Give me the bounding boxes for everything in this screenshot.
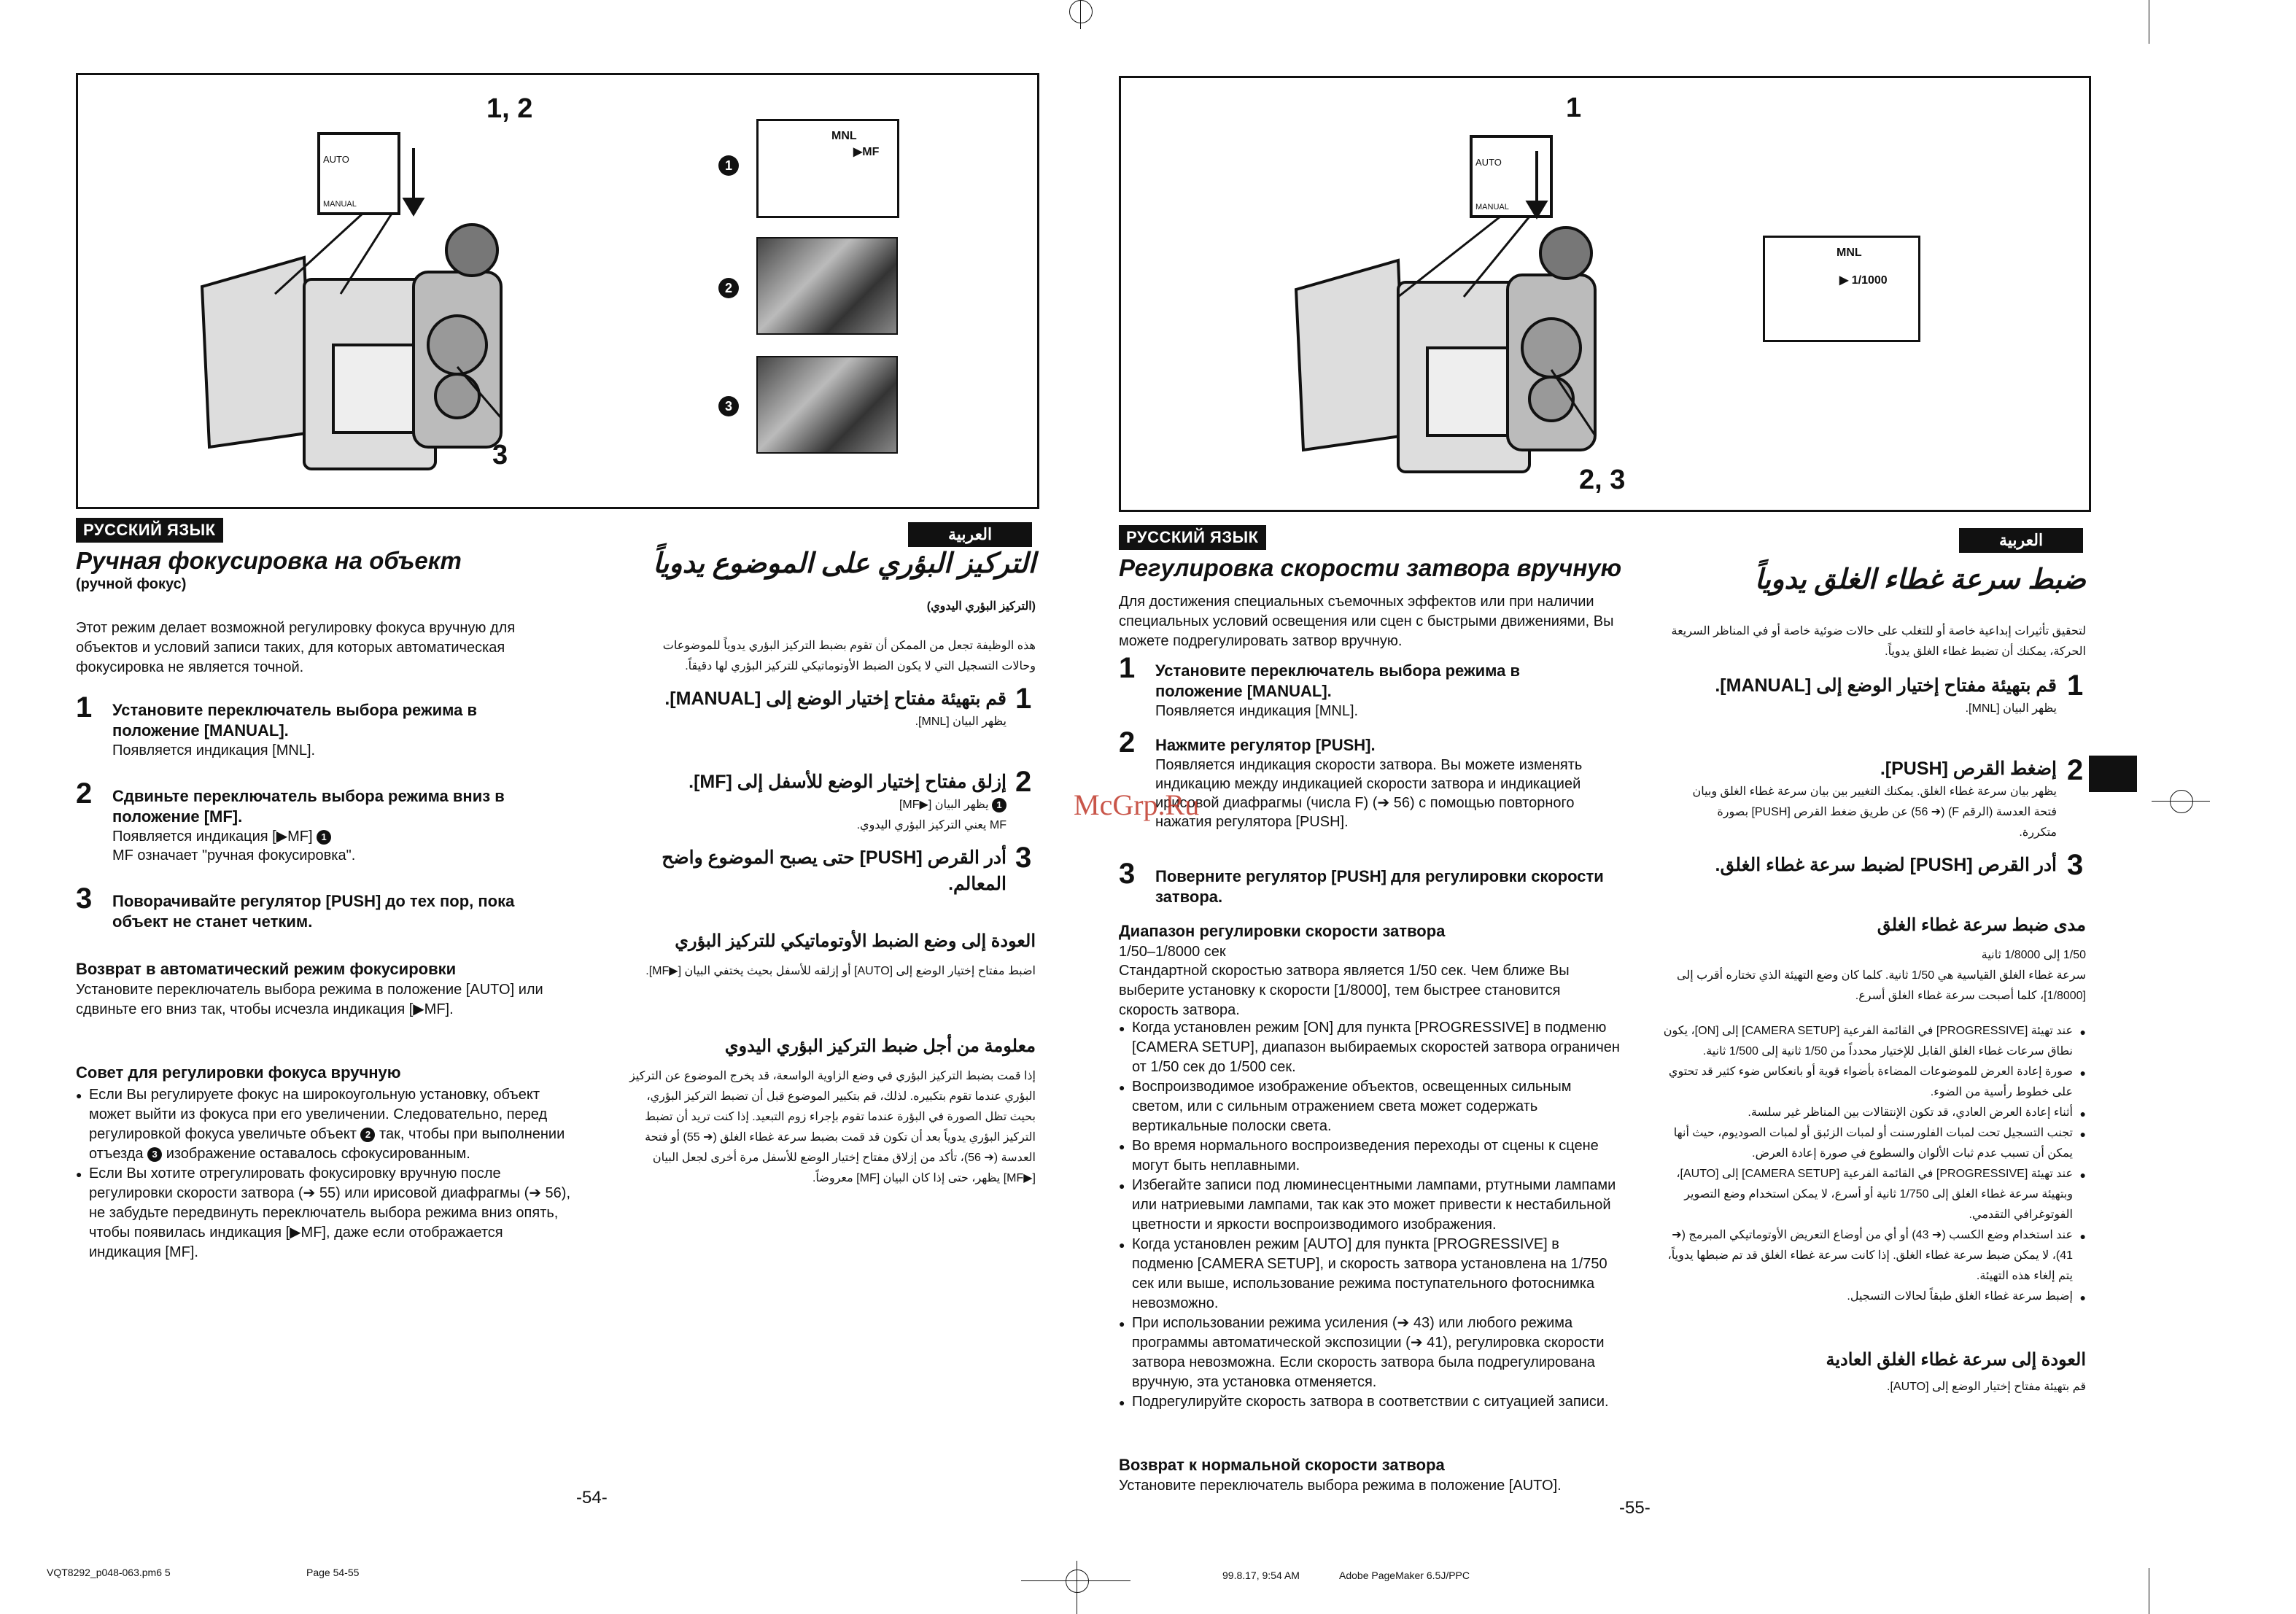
step-instruction: Нажмите регулятор [PUSH].	[1155, 736, 1376, 754]
step-instruction: Установите переключатель выбора режима в положение [MANUAL].	[1155, 661, 1520, 700]
step-instruction: أدر القرص [PUSH] حتى يصبح الموضوع واضح المعالم.	[662, 847, 1007, 894]
page-number-right: -55-	[1619, 1498, 1651, 1518]
list-item: ● عند استخدام وضع الكسب (➔ 43) أو أي من أوضاع التعريض الأوتوماتيكي المبرمج (➔ 41)، لا يمكن ضبط سرعة غطاء الغلق. إذا كانت سرعة غطاء الغلق قد تم ضبطها يدوياً، يتم إلغاء هذه التهيئة.	[1663, 1225, 2086, 1287]
step-1-ru	[1155, 661, 1607, 721]
notes-list-ar	[1663, 1021, 2086, 1307]
intro-ar: لتحقيق تأثيرات إبداعية خاصة أو للتغلب على حالات ضوئية خاصة أو في المناظر السريعة الحركة، يمكنك أن تضبط غطاء الغلق يدوياً.	[1671, 625, 2086, 658]
step-3-ru	[1155, 866, 1607, 907]
intro-ru: Этот режим делает возможной регулировку фокуса вручную для объектов и условий записи таких, для которых автоматическая фокусировка не является точной.	[76, 620, 516, 675]
step-note	[627, 795, 1007, 815]
figure-label-1-2: 1, 2	[486, 93, 533, 124]
camcorder-illustration	[195, 104, 574, 484]
step-1-ru	[112, 700, 565, 760]
step-2-ar	[1678, 756, 2057, 843]
list-item: ● تجنب التسجيل تحت لمبات الفلورسنت أو لمبات الزئبق أو لمبات الصوديوم، حيث أنها يمكن أن تسبب عدم ثبات الألوان والسطوع في صورة إعادة العرض.	[1663, 1123, 2086, 1164]
step-note: MF означает "ручная фокусировка".	[112, 847, 356, 864]
lang-tag-russian: РУССКИЙ ЯЗЫК	[76, 518, 223, 543]
list-item: ● Во время нормального воспроизведения переходы от сцены к сцене могут быть неплавными.	[1119, 1136, 1622, 1176]
mf-screen	[756, 119, 899, 218]
step-number: 3	[2067, 849, 2084, 881]
step-instruction: إزلق مفتاح إختيار الوضع للأسفل إلى [MF].	[689, 772, 1007, 792]
list-item: ● Избегайте записи под люминесцентными лампами, ртутными лампами или натриевыми лампами, так как это может привести к нестабильной цветности и яркости воспроизводимого изображения.	[1119, 1176, 1622, 1235]
step-note	[112, 827, 565, 846]
step-number: 2	[76, 777, 93, 810]
list-item: ● Если Вы хотите отрегулировать фокусировку вручную после регулировки скорости затвора (➔ 55) или ирисовой диафрагмы (➔ 56), не забудьте передвинуть переключатель выбора режима вниз опять, чтобы появилась индикация [▶MF], даже если отображается индикация [MF].	[76, 1164, 572, 1262]
right-figure-frame	[1119, 76, 2091, 512]
list-item: ● Когда установлен режим [AUTO] для пункта [PROGRESSIVE] в подменю [CAMERA SETUP], и скорость затвора установлена на 1/750 сек или выше, использование режима поступательного фотоснимка невозможно.	[1119, 1235, 1622, 1314]
list-item: ● При использовании режима усиления (➔ 43) или любого режима программы автоматической экспозиции (➔ 41), регулировка скорости затвора невозможна. Если скорость затвора была подрегулирована вручную, эта установка отменяется.	[1119, 1314, 1622, 1392]
step-note: MF يعني التركيز البؤري اليدوي.	[856, 819, 1007, 831]
list-item: ● أثناء إعادة العرض العادي، قد تكون الإنتقالات بين المناظر غير سلسة.	[1663, 1103, 2086, 1123]
circle-2: 2	[718, 278, 739, 298]
left-figure-frame	[76, 73, 1039, 509]
return-heading-ar: العودة إلى سرعة غطاء الغلق العادية	[1826, 1350, 2086, 1370]
notes-list-ru	[1119, 1018, 1622, 1412]
tip-heading-ru: Совет для регулировки фокуса вручную	[76, 1063, 401, 1082]
page-subtitle-ar: (التركيز البؤري اليدوي)	[926, 600, 1036, 613]
range-value-ru: 1/50–1/8000 сек	[1119, 944, 1226, 960]
side-tab-marker	[2089, 756, 2137, 792]
watermark: McGrp.Ru	[1074, 788, 1200, 821]
screen-mnl: MNL	[831, 130, 857, 142]
range-text-ar: سرعة غطاء الغلق القياسية هي 1/50 ثانية. كلما كان وضع التهيئة الذي تختاره أقرب إلى [1/8000]، كلما أصبحت سرعة غطاء الغلق أسرع.	[1677, 969, 2086, 1002]
list-item: ● عند تهيئة [PROGRESSIVE] في القائمة الفرعية [CAMERA SETUP] إلى [AUTO]، وبتهيئة سرعة غطاء الغلق إلى 1/750 ثانية أو أسرع، لا يمكن استخدام وضع التصوير الفوتوغرافي التقدمي.	[1663, 1164, 2086, 1225]
list-item: ● Когда установлен режим [ON] для пункта [PROGRESSIVE] в подменю [CAMERA SETUP], диапазон выбираемых скоростей затвора ограничен от 1/50 сек до 1/500 сек.	[1119, 1018, 1622, 1077]
svg-text:AUTO: AUTO	[1475, 157, 1502, 168]
circle-2-inline: 2	[360, 1128, 375, 1142]
tip-text: так, чтобы при выполнении отъезда	[89, 1126, 565, 1162]
svg-text:AUTO: AUTO	[323, 154, 349, 165]
step-note: Появляется индикация [MNL].	[112, 742, 316, 758]
list-item: ● عند تهيئة [PROGRESSIVE] في القائمة الفرعية [CAMERA SETUP] إلى [ON]، يكون نطاق سرعات غطاء الغلق القابل للإختيار محدداً من 1/50 ثانية إلى 1/500 ثانية.	[1663, 1021, 2086, 1062]
footer-page: Page 54-55	[306, 1567, 360, 1578]
screen-mnl: MNL	[1837, 247, 1862, 259]
intro-ru: Для достижения специальных съемочных эффектов или при наличии специальных условий освещения или сцен с быстрыми движениями, Вы можете подрегулировать затвор вручную.	[1119, 594, 1614, 649]
figure-label-1: 1	[1566, 93, 1582, 123]
figure-label-3: 3	[492, 440, 508, 470]
step-number: 2	[1015, 766, 1032, 798]
step-number: 1	[1015, 683, 1032, 715]
return-heading-ru: Возврат в автоматический режим фокусировки	[76, 960, 457, 978]
registration-mark-top	[1069, 0, 1093, 23]
page-number-left: -54-	[576, 1488, 608, 1508]
registration-mark-bottom	[1066, 1570, 1089, 1593]
photo-zoom-in	[756, 237, 898, 335]
return-text-ru: Установите переключатель выбора режима в положение [AUTO] или сдвиньте его вниз так, чтобы исчезла индикация [▶MF].	[76, 982, 543, 1017]
circle-1: 1	[718, 155, 739, 176]
crop-line	[1021, 1580, 1130, 1581]
step-number: 1	[2067, 670, 2084, 702]
step-2-ru	[1155, 735, 1607, 831]
crop-line	[1080, 0, 1081, 29]
return-text-ar: اضبط مفتاح إختيار الوضع إلى [AUTO] أو إزلقه للأسفل بحيث يختفي البيان [▶MF].	[645, 965, 1036, 977]
step-3-ar	[627, 845, 1007, 897]
figure-label-2-3: 2, 3	[1579, 465, 1626, 495]
list-item: ● Воспроизводимое изображение объектов, освещенных сильным светом, или с сильным отражением света может содержать вертикальные полоски света.	[1119, 1077, 1622, 1136]
step-number: 2	[2067, 754, 2084, 786]
step-instruction: إضغط القرص [PUSH].	[1880, 758, 2057, 779]
step-2-ar	[627, 769, 1007, 836]
step-instruction: Поверните регулятор [PUSH] для регулировки скорости затвора.	[1155, 867, 1604, 906]
crop-line	[2152, 801, 2210, 802]
screen-mf: ▶MF	[853, 146, 880, 158]
page-title-ru: Ручная фокусировка на объект	[76, 547, 462, 574]
step-3-ar	[1678, 852, 2057, 878]
lang-tag-arabic: العربية	[908, 522, 1032, 547]
step-instruction: Установите переключатель выбора режима в положение [MANUAL].	[112, 701, 477, 740]
step-number: 2	[1119, 726, 1136, 758]
step-1-ar	[1678, 672, 2057, 719]
svg-text:MANUAL: MANUAL	[323, 200, 357, 209]
tip-text: изображение оставалось сфокусированным.	[166, 1146, 470, 1162]
list-item: ● Подрегулируйте скорость затвора в соответствии с ситуацией записи.	[1119, 1392, 1622, 1412]
step-note: يظهر بيان سرعة غطاء الغلق. يمكنك التغيير بين بيان سرعة غطاء الغلق وبيان فتحة العدسة (الرقم F) (➔ 56) عن طريق ضغط القرص [PUSH] بصورة متكررة.	[1692, 785, 2057, 839]
page-title-ar: ضبط سرعة غطاء الغلق يدوياً	[1754, 564, 2086, 595]
step-1-ar	[627, 686, 1007, 732]
range-text-ru: Стандартной скоростью затвора является 1/50 сек. Чем ближе Вы выберите установку к скорости [1/8000], тем быстрее становится скорость затвора.	[1119, 963, 1570, 1018]
range-value-ar: 1/50 إلى 1/8000 ثانية	[1981, 949, 2086, 961]
tip-list-ru	[76, 1085, 572, 1262]
lang-tag-russian: РУССКИЙ ЯЗЫК	[1119, 525, 1266, 550]
list-item: ● إضبط سرعة غطاء الغلق طبقاً لحالات التسجيل.	[1663, 1287, 2086, 1307]
footer-timestamp: 99.8.17, 9:54 AM	[1222, 1570, 1300, 1581]
svg-text:MANUAL: MANUAL	[1475, 203, 1509, 212]
circle-3-inline: 3	[147, 1147, 162, 1162]
step-2-ru	[112, 786, 565, 865]
step-instruction: قم بتهيئة مفتاح إختيار الوضع إلى [MANUAL].	[664, 688, 1007, 709]
intro-ar: هذه الوظيفة تجعل من الممكن أن تقوم بضبط التركيز البؤري يدوياً للموضوعات وحالات التسجيل التي لا يكون الضبط الأوتوماتيكي للتركيز البؤري لها دقيقاً.	[662, 640, 1036, 672]
circle-1-inline: 1	[317, 830, 331, 845]
range-heading-ru: Диапазон регулировки скорости затвора	[1119, 922, 1446, 940]
page-subtitle-ru: (ручной фокус)	[76, 576, 187, 592]
tip-heading-ar: معلومة من أجل ضبط التركيز البؤري اليدوي	[724, 1036, 1036, 1056]
return-heading-ar: العودة إلى وضع الضبط الأوتوماتيكي للتركيز البؤري	[675, 931, 1036, 951]
step-number: 3	[1015, 842, 1032, 874]
screen-shutter-speed: ▶ 1/1000	[1839, 274, 1888, 287]
step-number: 1	[76, 691, 93, 723]
step-note: Появляется индикация скорости затвора. Вы можете изменять индикацию между индикацией скорости затвора и индикацией ирисовой диафрагмы (числа F) (➔ 56) с помощью повторного нажатия регулятора [PUSH].	[1155, 757, 1583, 830]
circle-1-inline: 1	[992, 798, 1007, 812]
step-note: يظهر البيان [MNL].	[1965, 702, 2057, 715]
registration-mark-right	[2170, 790, 2193, 813]
lang-tag-arabic: العربية	[1959, 528, 2083, 553]
return-text-ar: قم بتهيئة مفتاح إختيار الوضع إلى [AUTO].	[1887, 1381, 2086, 1393]
step-3-ru	[112, 891, 565, 932]
list-item	[76, 1085, 572, 1164]
shutter-screen	[1763, 236, 1920, 342]
page-title-ar: التركيز البؤري على الموضوع يدوياً	[653, 548, 1036, 579]
page-title-ru: Регулировка скорости затвора вручную	[1119, 554, 1622, 581]
photo-zoom-out	[756, 356, 898, 454]
circle-3: 3	[718, 396, 739, 416]
step-note: يظهر البيان [MNL].	[915, 715, 1007, 728]
step-number: 1	[1119, 652, 1136, 684]
step-note: Появляется индикация [MNL].	[1155, 703, 1359, 719]
step-number: 3	[76, 882, 93, 915]
step-instruction: Сдвиньте переключатель выбора режима вниз в положение [MF].	[112, 787, 505, 826]
step-number: 3	[1119, 858, 1136, 890]
step-note-text: Появляется индикация [▶MF]	[112, 829, 313, 845]
step-note-text: يظهر البيان [▶MF]	[899, 799, 989, 811]
camcorder-illustration	[1289, 107, 1668, 486]
tip-text-ar: إذا قمت بضبط التركيز البؤري في وضع الزاوية الواسعة، قد يخرج الموضوع عن التركيز البؤري عندما تقوم بتكبيره. لذلك، قم بتكبير الموضوع قبل أن تضبط التركيز البؤري، بحيث تظل الصورة في البؤرة عندما تقوم بإجراء زوم التبعيد. إذا كنت تريد أن تضبط التركيز البؤري يدوياً بعد أن تكون قد قمت بضبط سرعة غطاء الغلق (➔ 55) أو فتحة العدسة (➔ 56)، تأكد من إزلاق مفتاح إختيار الوضع للأسفل مرة أخرى لجعل البيان [▶MF] يظهر، حتى إذا كان البيان [MF] معروضاً.	[629, 1070, 1036, 1184]
step-instruction: Поворачивайте регулятор [PUSH] до тех пор, пока объект не станет четким.	[112, 892, 515, 931]
step-instruction: أدر القرص [PUSH] لضبط سرعة غطاء الغلق.	[1715, 855, 2057, 875]
step-instruction: قم بتهيئة مفتاح إختيار الوضع إلى [MANUAL].	[1715, 675, 2057, 696]
footer-app: Adobe PageMaker 6.5J/PPC	[1339, 1570, 1470, 1581]
footer-file: VQT8292_p048-063.pm6 5	[47, 1567, 171, 1578]
list-item: ● صورة إعادة العرض للموضوعات المضاءة بأضواء قوية أو بانعكاس ضوء كثير قد تحتوي على خطوط رأسية من الضوء.	[1663, 1062, 2086, 1103]
return-text-ru: Установите переключатель выбора режима в положение [AUTO].	[1119, 1478, 1562, 1494]
return-heading-ru: Возврат к нормальной скорости затвора	[1119, 1456, 1445, 1474]
range-heading-ar: مدى ضبط سرعة غطاء الغلق	[1877, 915, 2086, 935]
tip-text: Если Вы регулируете фокус на широкоугольную установку, объект может выйти из фокуса при его увеличении. Следовательно, перед регулировкой фокуса увеличьте объект	[89, 1087, 548, 1142]
